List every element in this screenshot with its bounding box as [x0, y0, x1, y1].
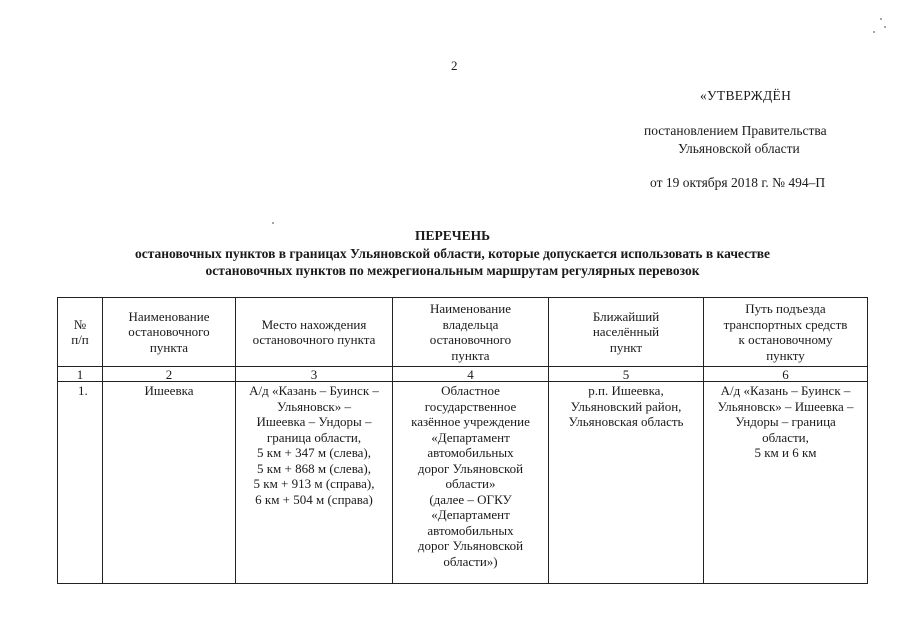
- approval-stamp-heading: «УТВЕРЖДЁН: [700, 88, 792, 103]
- document-subtitle-line-2: остановочных пунктов по межрегиональным маршрутам регулярных перевозок: [205, 263, 700, 278]
- scan-speck: [880, 18, 882, 20]
- column-number: 3: [236, 367, 393, 382]
- header-cell-route: Путь подъезда транспортных средств к остановочному пункту: [704, 298, 868, 367]
- stops-table: [57, 297, 868, 584]
- settlement-cell: р.п. Ишеевка, Ульяновский район, Ульяновская область: [549, 382, 704, 584]
- scan-speck: [873, 31, 875, 33]
- column-number: 6: [704, 367, 868, 382]
- column-number: 4: [393, 367, 549, 382]
- approval-line-2: Ульяновской области: [678, 141, 800, 156]
- table-row: [58, 382, 868, 584]
- approval-line-3: от 19 октября 2018 г. № 494–П: [650, 175, 826, 190]
- approval-line-1: постановлением Правительства: [644, 123, 827, 138]
- location-cell: А/д «Казань – Буинск – Ульяновск» – Ишеевка – Ундоры – граница области, 5 км + 347 м (слева), 5 км + 868 м (слева), 5 км + 913 м (справа), 6 км + 504 м (справа): [236, 382, 393, 584]
- route-cell: А/д «Казань – Буинск – Ульяновск» – Ишеевка – Ундоры – граница области, 5 км и 6 км: [704, 382, 868, 584]
- stop-name-cell: Ишеевка: [103, 382, 236, 584]
- header-cell-number: № п/п: [58, 298, 103, 367]
- header-cell-stop-name: Наименование остановочного пункта: [103, 298, 236, 367]
- row-number-cell: 1.: [58, 382, 103, 584]
- header-cell-owner: Наименование владельца остановочного пункта: [393, 298, 549, 367]
- page-number: 2: [451, 58, 458, 73]
- document-title: ПЕРЕЧЕНЬ: [414, 228, 491, 243]
- document-subtitle-line-1: остановочных пунктов в границах Ульяновской области, которые допускается использовать в качестве: [134, 246, 770, 261]
- column-number: 2: [103, 367, 236, 382]
- scan-speck: [884, 26, 886, 28]
- header-cell-location: Место нахождения остановочного пункта: [236, 298, 393, 367]
- table-header-row: [58, 298, 868, 367]
- table-column-number-row: [58, 367, 868, 382]
- scan-speck: [272, 222, 274, 224]
- header-cell-settlement: Ближайший населённый пункт: [549, 298, 704, 367]
- column-number: 5: [549, 367, 704, 382]
- column-number: 1: [58, 367, 103, 382]
- owner-cell: Областное государственное казённое учреждение «Департамент автомобильных дорог Ульяновской области» (далее – ОГКУ «Департамент автомобильных дорог Ульяновской области»): [393, 382, 549, 584]
